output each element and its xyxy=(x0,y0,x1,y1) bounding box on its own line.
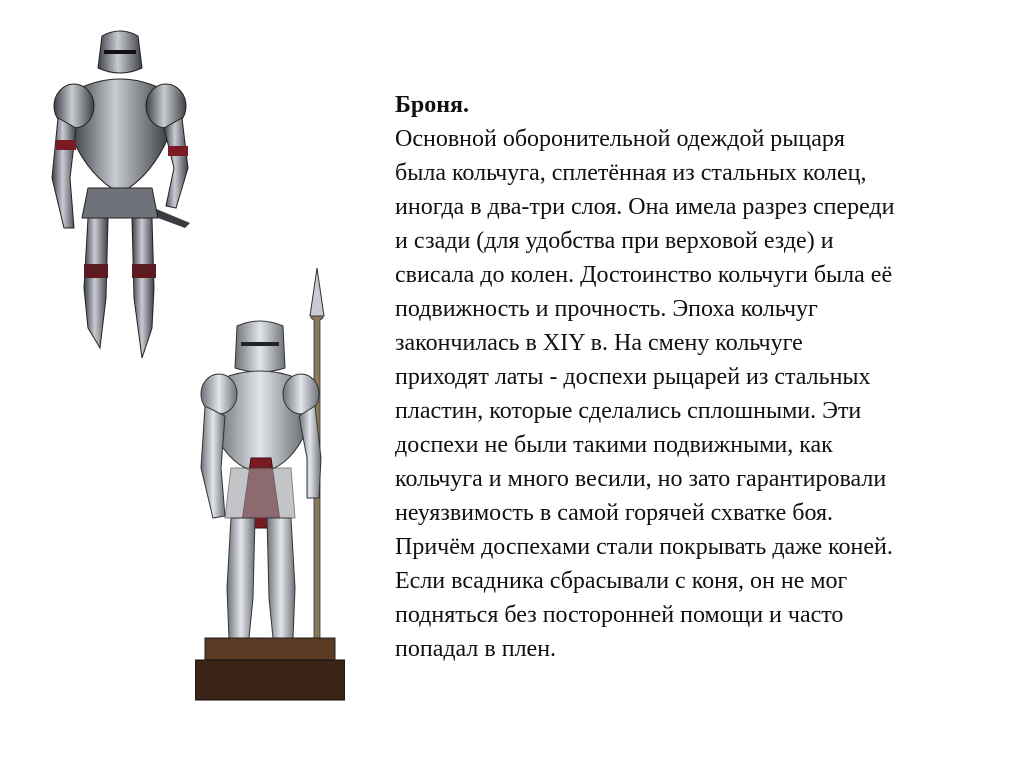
text-line: закончилась в XIY в. На смену кольчуге xyxy=(395,330,803,356)
text-line: Основной оборонительной одеждой рыцаря xyxy=(395,126,845,152)
slide-heading: Броня. xyxy=(395,92,470,118)
text-line: неуязвимость в самой горячей схватке боя. xyxy=(395,500,834,526)
text-line: свисала до колен. Достоинство кольчуги была её xyxy=(395,262,893,288)
text-line: приходят латы - доспехи рыцарей из стальных xyxy=(395,364,871,390)
text-line: пластин, которые сделались сплошными. Эти xyxy=(395,398,862,424)
armor-suit-illustration-1 xyxy=(30,28,210,368)
text-line: кольчуга и много весили, но зато гарантировали xyxy=(395,466,887,492)
text-line: подняться без посторонней помощи и часто xyxy=(395,602,844,628)
text-line: Причём доспехами стали покрывать даже коней. xyxy=(395,534,893,560)
text-line: доспехи не были такими подвижными, как xyxy=(395,432,833,458)
text-line: попадал в плен. xyxy=(395,636,557,662)
armor-suit-illustration-2 xyxy=(195,268,345,708)
text-line: Если всадника сбрасывали с коня, он не мог xyxy=(395,568,848,594)
text-line: и сзади (для удобства при верховой езде) и xyxy=(395,228,834,254)
text-line: подвижность и прочность. Эпоха кольчуг xyxy=(395,296,818,322)
text-line: была кольчуга, сплетённая из стальных колец, xyxy=(395,160,867,186)
armor-description xyxy=(395,88,1005,666)
text-line: иногда в два-три слоя. Она имела разрез спереди xyxy=(395,194,895,220)
